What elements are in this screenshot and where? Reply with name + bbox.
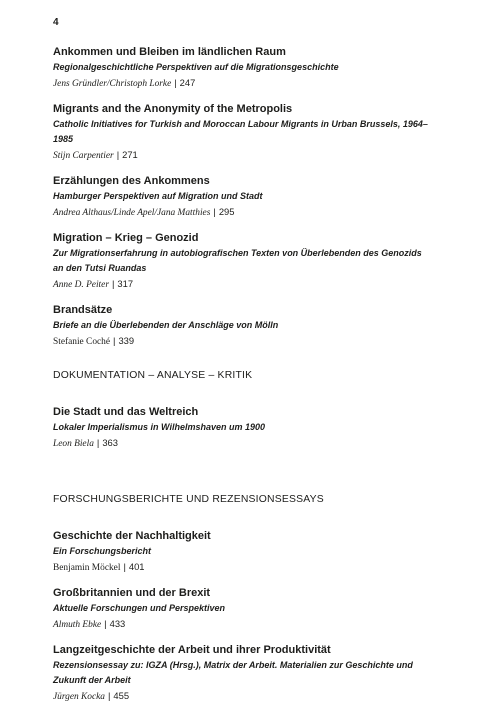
entry-title: Die Stadt und das Weltreich [53, 406, 199, 418]
table-of-contents [53, 45, 433, 715]
toc-entry [53, 45, 433, 92]
entry-page-number: 339 [118, 335, 135, 346]
entry-page-number: 295 [218, 206, 235, 217]
toc-group-dokumentation [53, 405, 433, 452]
page-separator: | [113, 335, 116, 346]
entry-subtitle: Catholic Initiatives for Turkish and Moroccan Labour Migrants in Urban Brussels, 1964–1985 [53, 119, 428, 144]
entry-title: Brandsätze [53, 304, 113, 316]
entry-title: Langzeitgeschichte der Arbeit und ihrer Produktivität [53, 644, 331, 656]
entry-page-number: 401 [128, 561, 145, 572]
entry-subtitle: Zur Migrationserfahrung in autobiografischen Texten von Überlebenden des Genozids an den Tutsi Ruandas [53, 248, 422, 273]
entry-author-line [53, 75, 433, 92]
page-separator: | [116, 149, 120, 160]
entry-author: Almuth Ebke [53, 620, 102, 630]
entry-page-number: 247 [179, 77, 196, 88]
toc-group-forschungsberichte [53, 529, 433, 705]
entry-subtitle: Hamburger Perspektiven auf Migration und Stadt [53, 191, 263, 201]
entry-subtitle: Regionalgeschichtliche Perspektiven auf die Migrationsgeschichte [53, 62, 339, 72]
entry-title: Erzählungen des Ankommens [53, 175, 210, 187]
toc-group-migration [53, 45, 433, 350]
toc-entry [53, 102, 433, 164]
entry-author: Jens Gründler/Christoph Lorke [53, 79, 172, 89]
page-separator: | [111, 278, 115, 289]
entry-author: Benjamin Möckel [53, 563, 121, 573]
section-heading-forschungsberichte: FORSCHUNGSBERICHTE UND REZENSIONSESSAYS [53, 494, 324, 505]
entry-author-line [53, 559, 433, 576]
entry-title: Ankommen und Bleiben im ländlichen Raum [53, 46, 286, 58]
entry-author: Andrea Althaus/Linde Apel/Jana Matthies [53, 208, 211, 218]
entry-subtitle: Briefe an die Überlebenden der Anschläge von Mölln [53, 320, 279, 330]
entry-page-number: 317 [117, 278, 134, 289]
toc-entry [53, 529, 433, 576]
toc-entry [53, 231, 433, 293]
entry-author-line [53, 147, 433, 164]
entry-author-line [53, 204, 433, 221]
entry-title: Großbritannien und der Brexit [53, 587, 211, 599]
entry-page-number: 363 [102, 437, 118, 448]
entry-page-number: 455 [113, 690, 130, 701]
entry-author: Stefanie Coché [53, 337, 111, 347]
entry-author: Stijn Carpentier [53, 151, 114, 161]
entry-subtitle: Lokaler Imperialismus in Wilhelmshaven um 1900 [53, 422, 266, 432]
entry-author-line [53, 616, 433, 633]
toc-entry [53, 643, 433, 705]
entry-author: Jürgen Kocka [53, 692, 105, 702]
page-separator: | [123, 561, 126, 572]
page-separator: | [104, 618, 107, 629]
entry-page-number: 433 [109, 618, 126, 629]
section-heading-dokumentation: DOKUMENTATION – ANALYSE – KRITIK [53, 370, 253, 381]
entry-subtitle: Ein Forschungsbericht [53, 546, 152, 556]
toc-entry [53, 303, 433, 350]
entry-page-number: 271 [122, 149, 138, 160]
page-separator: | [107, 690, 111, 701]
entry-author-line [53, 688, 433, 705]
entry-author-line [53, 435, 433, 452]
toc-entry [53, 174, 433, 221]
entry-author: Leon Biela [53, 439, 94, 449]
entry-subtitle: Aktuelle Forschungen und Perspektiven [53, 603, 226, 613]
page-number: 4 [53, 17, 59, 28]
entry-author-line [53, 276, 433, 293]
entry-title: Geschichte der Nachhaltigkeit [53, 530, 211, 542]
entry-author: Anne D. Peiter [53, 280, 109, 290]
toc-entry [53, 586, 433, 633]
page-separator: | [213, 206, 216, 217]
page-separator: | [174, 77, 177, 88]
entry-title: Migrants and the Anonymity of the Metropolis [53, 103, 293, 115]
entry-author-line [53, 333, 433, 350]
toc-entry [53, 405, 433, 452]
page-separator: | [96, 437, 100, 448]
entry-subtitle: Rezensionsessay zu: IGZA (Hrsg.), Matrix der Arbeit. Materialien zur Geschichte und Zukunft der Arbeit [53, 660, 413, 685]
entry-title: Migration – Krieg – Genozid [53, 232, 199, 244]
